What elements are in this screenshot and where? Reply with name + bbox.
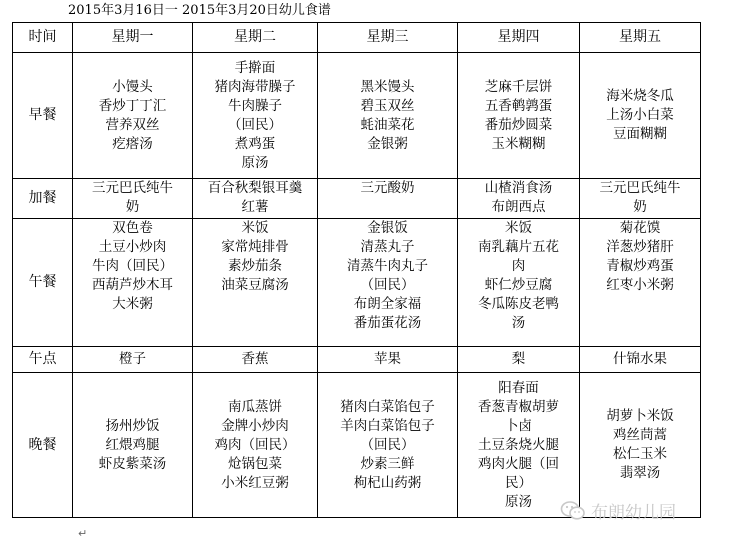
menu-cell [318, 179, 458, 219]
dish-line: 山楂消食汤 [484, 180, 553, 196]
dish-line: 洋葱炒猪肝 [606, 239, 674, 255]
dish-line: 羊肉白菜馅包子 [340, 417, 435, 434]
wechat-icon [560, 500, 586, 522]
menu-cell [73, 219, 193, 347]
menu-cell [193, 373, 318, 518]
dish-line: 煮鸡蛋 [234, 135, 276, 152]
dish-line: 鸡丝茼蒿 [613, 427, 667, 443]
dish-line: 土豆小炒肉 [98, 239, 167, 255]
dish-line: 菊花馍 [619, 220, 661, 236]
corner-header: 时间 [13, 23, 73, 53]
menu-cell [193, 53, 318, 179]
dish-line: 红枣小米粥 [606, 277, 674, 293]
menu-cell [580, 219, 701, 347]
dish-line: 鸡肉（回民） [214, 436, 296, 453]
menu-cell [318, 373, 458, 518]
dish-line: 三元巴氏纯牛 [92, 180, 173, 196]
menu-cell [580, 179, 701, 219]
dish-line: 米饭 [241, 220, 269, 236]
dish-line: 鸡肉火腿（回 [478, 455, 559, 472]
menu-cell [458, 179, 580, 219]
menu-cell [580, 347, 701, 373]
dish-line: 布朗西点 [491, 199, 546, 215]
meal-label: 早餐 [13, 53, 73, 179]
dish-line: 土豆条烧火腿 [478, 436, 559, 453]
day-header: 星期四 [458, 23, 580, 53]
day-header: 星期二 [193, 23, 318, 53]
meal-label: 加餐 [13, 179, 73, 219]
dish-line: 炒素三鲜 [360, 455, 415, 472]
dish-line: 清蒸牛肉丸子 [347, 258, 428, 274]
dish-line: 阳春面 [498, 379, 539, 396]
dish-line: 五香鹌鹑蛋 [484, 97, 553, 114]
menu-cell [318, 53, 458, 179]
dish-line: 金银饭 [367, 220, 408, 236]
dish-line: 民） [505, 474, 532, 491]
menu-cell [73, 373, 193, 518]
menu-cell [580, 373, 701, 518]
dish-line: 翡翠汤 [619, 465, 661, 481]
dish-line: 南瓜蒸饼 [228, 398, 282, 415]
menu-cell [318, 219, 458, 347]
dish-line: 猪肉白菜馅包子 [340, 398, 435, 415]
dish-line: 枸杞山药粥 [353, 474, 422, 491]
dish-line: 上汤小白菜 [606, 107, 674, 123]
dish-line: 香蕉 [241, 351, 269, 367]
menu-cell [73, 53, 193, 179]
dish-line: 红煨鸡腿 [105, 436, 160, 453]
dish-line: 小馒头 [112, 78, 153, 95]
dish-line: （回民） [360, 277, 415, 293]
dish-line: 香炒丁丁汇 [98, 97, 167, 114]
menu-cell [193, 219, 318, 347]
dish-line: 营养双丝 [105, 116, 160, 133]
dish-line: 橙子 [119, 351, 146, 367]
dish-line: 冬瓜陈皮老鸭 [478, 296, 559, 312]
footer-mark: ↵ [78, 527, 88, 540]
day-header: 星期一 [73, 23, 193, 53]
dish-line: 金银粥 [367, 135, 408, 152]
dish-line: 米饭 [505, 220, 532, 236]
menu-cell [458, 53, 580, 179]
dish-line: 疙瘩汤 [112, 135, 153, 152]
dish-line: 青椒炒鸡蛋 [606, 258, 674, 274]
menu-cell [458, 347, 580, 373]
dish-line: 猪肉海带臊子 [214, 78, 296, 95]
dish-line: 牛肉（回民） [92, 258, 173, 274]
dish-line: 香葱青椒胡萝 [478, 398, 559, 415]
menu-cell [73, 347, 193, 373]
dish-line: 芝麻千层饼 [484, 78, 553, 95]
dish-line: 原汤 [241, 154, 269, 171]
meal-label: 午餐 [13, 219, 73, 347]
dish-line: 番茄炒圆菜 [484, 116, 553, 133]
dish-line: 玉米糊糊 [491, 135, 546, 152]
dish-line: 虾仁炒豆腐 [484, 277, 553, 293]
dish-line: 炝锅包菜 [228, 455, 282, 472]
day-header: 星期三 [318, 23, 458, 53]
dish-line: 南乳藕片五花 [478, 239, 559, 255]
menu-cell [458, 373, 580, 518]
dish-line: 奶 [125, 199, 140, 215]
dish-line: 金牌小炒肉 [221, 417, 289, 434]
dish-line: 小米红豆粥 [221, 474, 289, 491]
dish-line: 什锦水果 [613, 351, 667, 367]
watermark-text: 布朗幼儿园 [591, 503, 676, 523]
dish-line: 油菜豆腐汤 [221, 277, 289, 293]
menu-cell [458, 219, 580, 347]
dish-line: 手擀面 [234, 59, 276, 76]
meal-label: 午点 [13, 347, 73, 373]
dish-line: 红薯 [241, 199, 269, 215]
dish-line: 梨 [511, 351, 526, 367]
dish-line: 牛肉臊子 [228, 97, 282, 114]
dish-line: （回民） [360, 436, 415, 453]
dish-line: 奶 [633, 199, 647, 215]
dish-line: 素炒茄条 [228, 258, 282, 274]
meal-label: 晚餐 [13, 373, 73, 518]
dish-line: 碧玉双丝 [360, 97, 415, 114]
dish-line: 大米粥 [112, 296, 153, 312]
dish-line: 家常炖排骨 [221, 239, 289, 255]
dish-line: 苹果 [374, 351, 401, 367]
dish-line: 蚝油菜花 [360, 116, 415, 133]
dish-line: 双色卷 [112, 220, 153, 236]
menu-cell [193, 179, 318, 219]
dish-line: 三元巴氏纯牛 [599, 180, 681, 196]
dish-line: 番茄蛋花汤 [353, 315, 422, 331]
dish-line: 黑米馒头 [360, 78, 415, 95]
menu-cell [193, 347, 318, 373]
dish-line: 卜卤 [505, 417, 532, 434]
day-header: 星期五 [580, 23, 701, 53]
dish-line: 海米烧冬瓜 [606, 88, 674, 104]
menu-table [12, 22, 701, 518]
dish-line: 布朗全家福 [353, 296, 422, 312]
dish-line: 肉 [511, 258, 526, 274]
menu-title: 2015年3月16日一 2015年3月20日幼儿食谱 [68, 3, 331, 18]
dish-line: 扬州炒饭 [105, 417, 160, 434]
dish-line: 虾皮紫菜汤 [98, 455, 167, 472]
dish-line: 胡萝卜米饭 [606, 408, 674, 424]
dish-line: 汤 [511, 315, 526, 331]
dish-line: 三元酸奶 [360, 180, 415, 196]
menu-cell [73, 179, 193, 219]
dish-line: 西葫芦炒木耳 [92, 277, 173, 293]
dish-line: （回民） [228, 116, 282, 133]
watermark [560, 498, 676, 523]
dish-line: 豆面糊糊 [613, 126, 667, 142]
dish-line: 清蒸丸子 [360, 239, 415, 255]
dish-line: 松仁玉米 [613, 446, 667, 462]
dish-line: 原汤 [505, 493, 532, 510]
dish-line: 百合秋梨银耳羹 [207, 180, 303, 196]
menu-cell [318, 347, 458, 373]
menu-cell [580, 53, 701, 179]
